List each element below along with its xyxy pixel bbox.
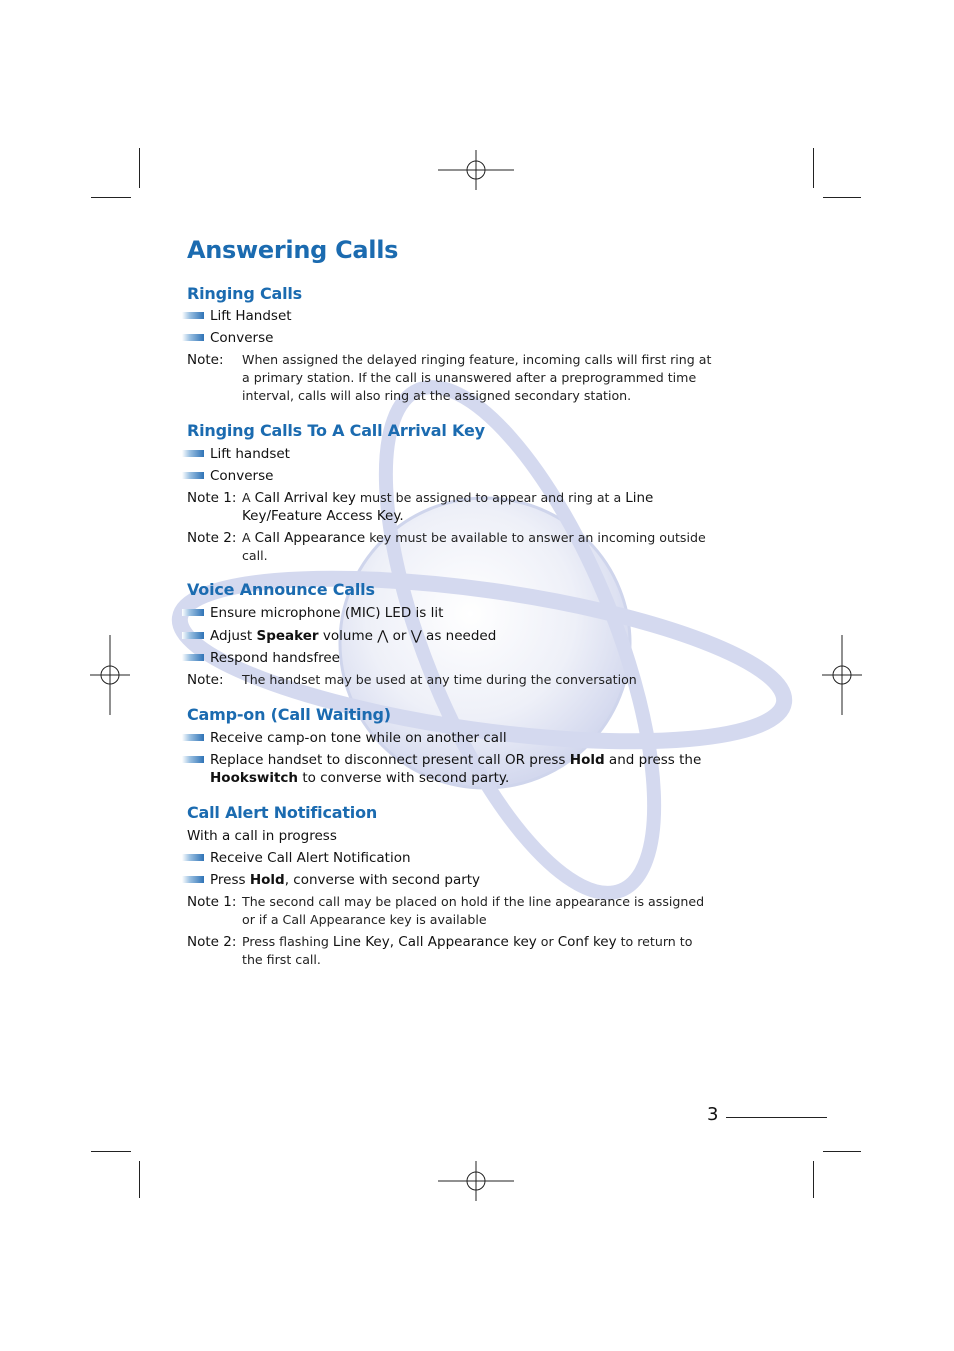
section-heading-voice-announce: Voice Announce Calls [187, 580, 375, 599]
step-bullet [182, 312, 204, 319]
volume-up-icon: ⋀ [377, 628, 389, 644]
page-number-rule [726, 1117, 827, 1118]
registration-mark-left [90, 635, 130, 715]
step-bullet [182, 734, 204, 741]
step-bullet [182, 334, 204, 341]
step-bullet [182, 472, 204, 479]
intro-with-call-in-progress: With a call in progress [187, 828, 337, 844]
step-bullet [182, 609, 204, 616]
page-number: 3 [707, 1104, 719, 1125]
registration-mark-right [822, 635, 862, 715]
section-heading-camp-on: Camp-on (Call Waiting) [187, 705, 391, 724]
step-bullet [182, 632, 204, 639]
step-bullet [182, 756, 204, 763]
step-bullet [182, 876, 204, 883]
volume-down-icon: ⋁ [410, 628, 422, 644]
section-heading-call-arrival-key: Ringing Calls To A Call Arrival Key [187, 421, 485, 440]
section-heading-call-alert: Call Alert Notification [187, 803, 378, 822]
step-bullet [182, 854, 204, 861]
registration-mark-bottom [436, 1161, 516, 1201]
registration-mark-top [436, 150, 516, 190]
step-bullet [182, 450, 204, 457]
section-heading-ringing-calls: Ringing Calls [187, 284, 302, 303]
page-title: Answering Calls [187, 236, 399, 264]
step-bullet [182, 654, 204, 661]
